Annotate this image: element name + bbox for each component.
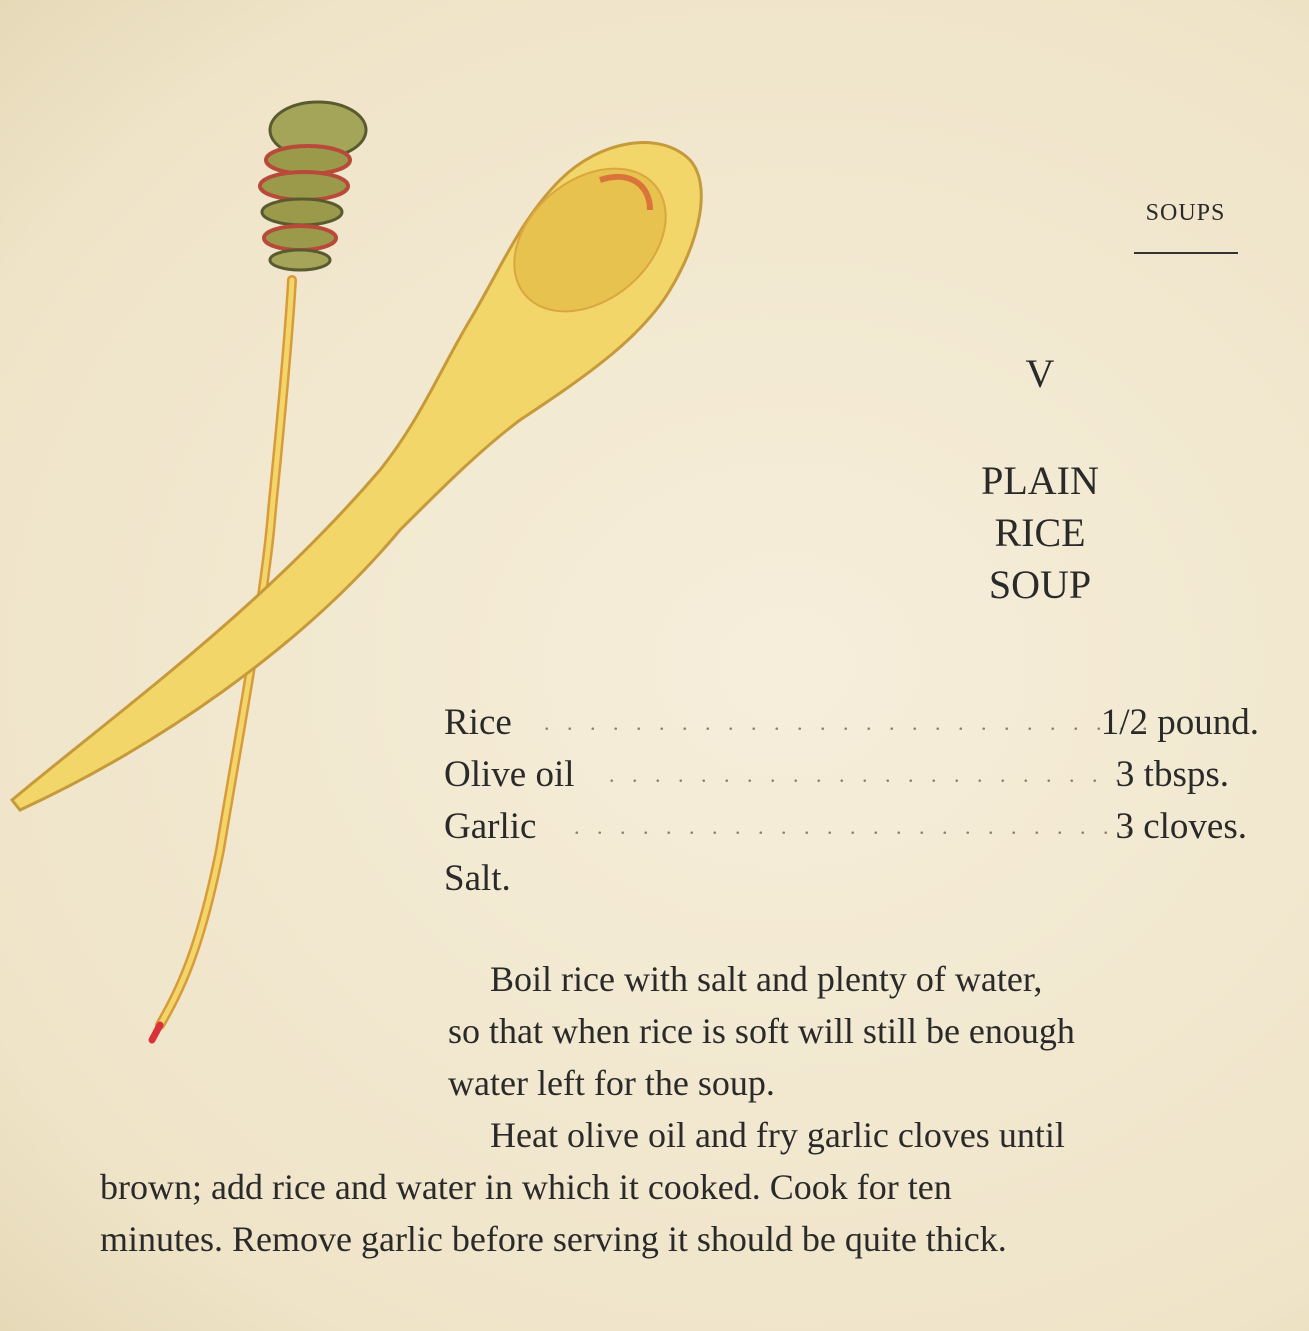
- method-line: so that when rice is soft will still be enough: [448, 1011, 1075, 1051]
- recipe-title: [940, 455, 1140, 611]
- ingredient-name: Olive oil: [444, 754, 575, 795]
- header-rule: [1134, 252, 1238, 254]
- method-line: brown; add rice and water in which it cooked. Cook for ten: [100, 1167, 952, 1207]
- ingredient-quantity: 1/2 pound.: [1100, 702, 1259, 743]
- ingredient-row: [444, 853, 1259, 905]
- method-line: Boil rice with salt and plenty of water,: [490, 959, 1043, 999]
- ingredient-list: [444, 697, 1259, 905]
- ingredient-row: [444, 801, 1259, 853]
- recipe-method: [100, 953, 1260, 1265]
- title-line: SOUP: [988, 562, 1092, 607]
- leader-dots: . . . . . . . . . . . . . . . . . . . . . . . . . . .: [544, 710, 1154, 735]
- method-line: minutes. Remove garlic before serving it should be quite thick.: [100, 1219, 1007, 1259]
- ingredient-name: Salt.: [444, 858, 511, 899]
- method-line: Heat olive oil and fry garlic cloves until: [490, 1115, 1065, 1155]
- ingredient-quantity: 3 tbsps.: [1115, 754, 1229, 795]
- ingredient-name: Garlic: [444, 806, 537, 847]
- ingredient-name: Rice: [444, 702, 512, 743]
- ingredient-row: [444, 697, 1259, 749]
- leader-dots: . . . . . . . . . . . . . . . . . . . . . . . . .: [574, 814, 1138, 839]
- utensils-illustration: [0, 90, 720, 1050]
- ingredient-quantity: 3 cloves.: [1115, 806, 1247, 847]
- title-line: PLAIN: [981, 458, 1099, 503]
- method-line: water left for the soup.: [448, 1063, 775, 1103]
- title-line: RICE: [994, 510, 1086, 555]
- recipe-number: V: [1025, 351, 1055, 396]
- ingredient-row: [444, 749, 1259, 801]
- running-head: SOUPS: [1145, 200, 1226, 226]
- leader-dots: . . . . . . . . . . . . . . . . . . . . . . .: [609, 762, 1127, 787]
